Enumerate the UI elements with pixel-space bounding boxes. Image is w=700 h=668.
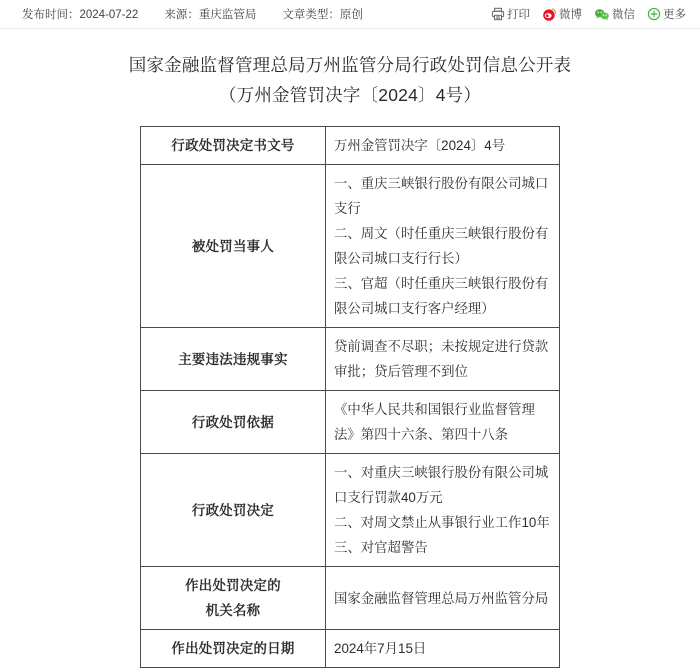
page-title: 国家金融监督管理总局万州监管分局行政处罚信息公开表 — [128, 55, 572, 75]
page-subtitle: （万州金管罚决字〔2024〕4号） — [218, 85, 482, 105]
table-row — [141, 165, 560, 328]
more-share-button[interactable] — [647, 6, 686, 22]
weibo-share-button[interactable] — [542, 6, 582, 22]
printer-icon — [491, 7, 505, 21]
row-label-line: 机关名称 — [205, 603, 261, 618]
source — [164, 6, 256, 22]
row-value-line: 一、对重庆三峡银行股份有限公司城口支行罚款40万元 — [334, 465, 549, 505]
table-row — [141, 328, 560, 391]
plus-circle-icon — [647, 7, 661, 21]
row-value-cell — [326, 165, 560, 328]
meta-info-group — [22, 6, 363, 22]
publish-time-label: 发布时间： — [22, 9, 80, 21]
source-label: 来源： — [164, 9, 199, 21]
row-value-cell — [326, 127, 560, 165]
penalty-info-table — [140, 126, 560, 668]
row-label-cell: 被处罚当事人 — [141, 165, 326, 328]
wechat-icon — [594, 7, 610, 22]
row-label-cell: 行政处罚决定 — [141, 454, 326, 567]
wechat-share-button[interactable] — [594, 6, 635, 22]
row-value-cell — [326, 328, 560, 391]
penalty-table-body — [141, 127, 560, 668]
table-row — [141, 454, 560, 567]
print-label: 打印 — [507, 9, 530, 21]
row-value-cell — [326, 454, 560, 567]
article-type-value: 原创 — [339, 9, 363, 21]
row-label-cell — [141, 567, 326, 630]
row-value-line: 一、重庆三峡银行股份有限公司城口支行 — [334, 176, 549, 216]
wechat-label: 微信 — [612, 9, 635, 21]
weibo-icon — [542, 7, 557, 22]
row-label-cell: 作出处罚决定的日期 — [141, 630, 326, 668]
row-value-cell — [326, 391, 560, 454]
document-title-block — [0, 50, 700, 110]
row-value-line: 三、官超（时任重庆三峡银行股份有限公司城口支行客户经理） — [334, 276, 549, 316]
row-value-cell — [326, 567, 560, 630]
row-label-cell: 行政处罚依据 — [141, 391, 326, 454]
table-row — [141, 567, 560, 630]
row-value-line: 二、周文（时任重庆三峡银行股份有限公司城口支行行长） — [334, 226, 549, 266]
source-value: 重庆监管局 — [198, 9, 257, 21]
table-row — [141, 127, 560, 165]
penalty-table-container — [0, 126, 700, 668]
article-type-label: 文章类型： — [282, 9, 340, 21]
row-value-cell — [326, 630, 560, 668]
publish-time-value: 2024-07-22 — [79, 9, 139, 21]
row-value-line: 贷前调查不尽职；未按规定进行贷款审批；贷后管理不到位 — [334, 339, 549, 379]
table-row — [141, 630, 560, 668]
row-value-line: 《中华人民共和国银行业监督管理法》第四十六条、第四十八条 — [334, 402, 535, 442]
row-value-line: 国家金融监督管理总局万州监管分局 — [334, 590, 549, 606]
publish-time — [22, 6, 138, 22]
row-value-line: 2024年7月15日 — [334, 641, 427, 656]
row-label-line: 作出处罚决定的 — [185, 578, 281, 593]
row-value-line: 二、对周文禁止从事银行业工作10年 — [334, 515, 550, 530]
row-label-cell: 主要违法违规事实 — [141, 328, 326, 391]
row-value-line: 万州金管罚决字〔2024〕4号 — [334, 138, 506, 153]
row-label-cell: 行政处罚决定书文号 — [141, 127, 326, 165]
row-value-line: 三、对官超警告 — [334, 540, 428, 555]
weibo-label: 微博 — [559, 9, 582, 21]
article-type — [282, 6, 363, 22]
table-row — [141, 391, 560, 454]
article-meta-bar — [0, 0, 700, 29]
share-toolbar — [491, 6, 686, 22]
more-label: 更多 — [663, 9, 686, 21]
print-button[interactable] — [491, 6, 530, 22]
